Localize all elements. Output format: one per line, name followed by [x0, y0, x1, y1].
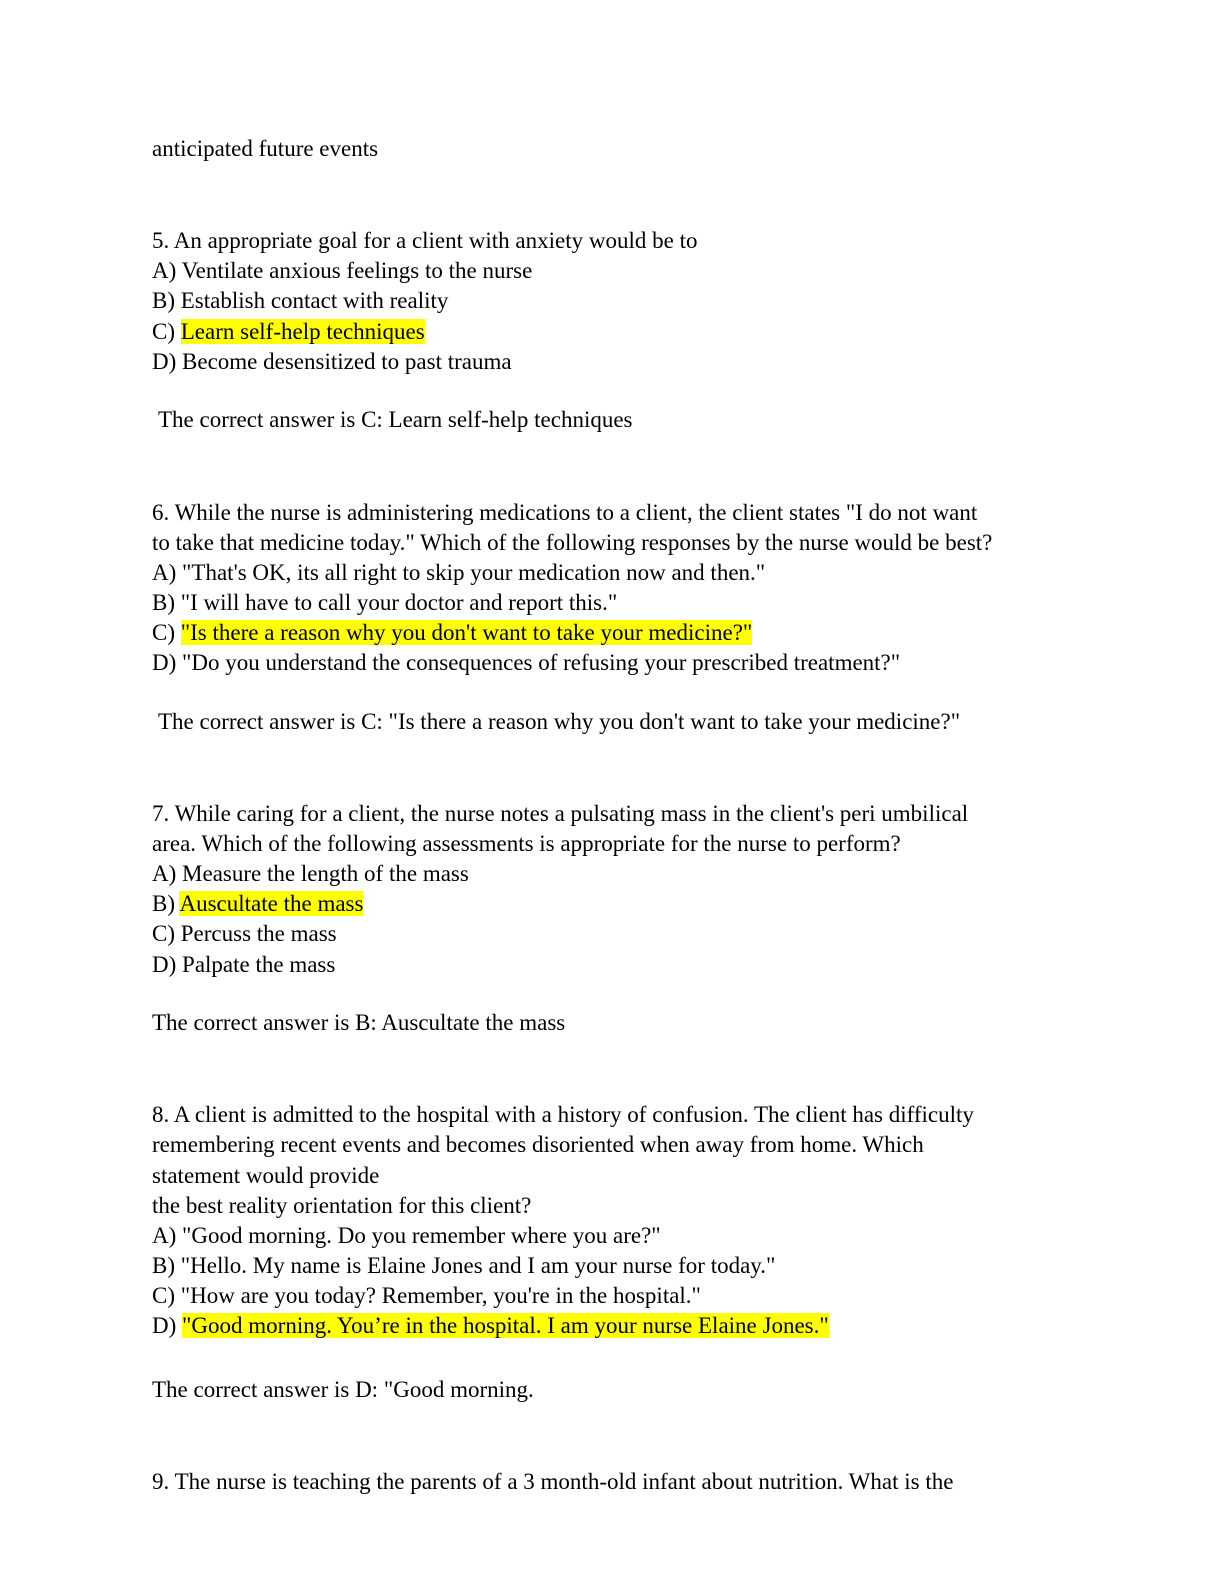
q5-option-a-text: Ventilate anxious feelings to the nurse — [181, 258, 533, 283]
q8-question-line-4: the best reality orientation for this client? — [152, 1193, 532, 1218]
q7-option-c-text: Percuss the mass — [180, 921, 337, 946]
q9-question-line-1: 9. The nurse is teaching the parents of a 3 month-old infant about nutrition. What is the — [152, 1469, 954, 1494]
q7-option-a-letter: A) — [152, 861, 177, 886]
q6-option-a-letter: A) — [152, 560, 177, 585]
q6-question-line-1: 6. While the nurse is administering medications to a client, the client states "I do not want — [152, 500, 978, 525]
q6-option-d — [152, 648, 900, 678]
q8-option-b — [152, 1251, 775, 1281]
q7-option-b — [152, 889, 363, 919]
q6-option-d-text: "Do you understand the consequences of refusing your prescribed treatment?" — [182, 650, 901, 675]
q5-option-b — [152, 286, 448, 316]
q5-option-a — [152, 256, 532, 286]
q8-option-c — [152, 1281, 701, 1311]
q8-question-line-1: 8. A client is admitted to the hospital with a history of confusion. The client has difficulty — [152, 1102, 974, 1127]
q6-option-c-highlighted-text: "Is there a reason why you don't want to take your medicine?" — [180, 620, 753, 645]
q6-option-b-letter: B) — [152, 590, 175, 615]
q8-option-b-letter: B) — [152, 1253, 175, 1278]
q7-option-a-text: Measure the length of the mass — [182, 861, 469, 886]
q8-option-d-letter: D) — [152, 1313, 177, 1338]
q8-correct-answer: The correct answer is D: "Good morning. — [152, 1377, 534, 1402]
q6-option-b — [152, 588, 617, 618]
q5-option-b-text: Establish contact with reality — [180, 288, 449, 313]
q8-option-d-highlighted-text: "Good morning. You’re in the hospital. I am your nurse Elaine Jones." — [182, 1313, 829, 1338]
q7-option-b-highlighted-text: Auscultate the mass — [179, 891, 364, 916]
q8-option-a — [152, 1221, 661, 1251]
q5-option-d-text: Become desensitized to past trauma — [182, 349, 512, 374]
q5-correct-answer: The correct answer is C: Learn self-help techniques — [158, 407, 633, 432]
q5-option-d-letter: D) — [152, 349, 177, 374]
q8-option-c-text: "How are you today? Remember, you're in the hospital." — [180, 1283, 701, 1308]
q8-question-line-3: statement would provide — [152, 1163, 380, 1188]
q7-option-c — [152, 919, 337, 949]
q8-option-a-letter: A) — [152, 1223, 177, 1248]
q6-option-a — [152, 558, 765, 588]
q7-option-b-letter: B) — [152, 891, 175, 916]
q7-option-d — [152, 950, 335, 980]
q7-correct-answer: The correct answer is B: Auscultate the mass — [152, 1010, 566, 1035]
q6-option-b-text: "I will have to call your doctor and report this." — [180, 590, 618, 615]
q5-option-b-letter: B) — [152, 288, 175, 313]
q6-question-line-2: to take that medicine today." Which of the following responses by the nurse would be best? — [152, 530, 993, 555]
q5-option-a-letter: A) — [152, 258, 177, 283]
q6-option-c-letter: C) — [152, 620, 175, 645]
intro-text: anticipated future events — [152, 136, 379, 161]
q5-option-c — [152, 317, 425, 347]
q5-question: 5. An appropriate goal for a client with anxiety would be to — [152, 228, 698, 253]
q7-option-a — [152, 859, 469, 889]
q5-option-d — [152, 347, 512, 377]
q6-option-c — [152, 618, 752, 648]
q6-option-a-text: "That's OK, its all right to skip your medication now and then." — [182, 560, 766, 585]
q6-option-d-letter: D) — [152, 650, 177, 675]
q7-question-line-1: 7. While caring for a client, the nurse notes a pulsating mass in the client's peri umbilical — [152, 801, 969, 826]
q5-option-c-highlighted-text: Learn self-help techniques — [180, 319, 425, 344]
q7-option-c-letter: C) — [152, 921, 175, 946]
q8-option-a-text: "Good morning. Do you remember where you are?" — [182, 1223, 661, 1248]
q7-option-d-letter: D) — [152, 952, 177, 977]
q8-option-c-letter: C) — [152, 1283, 175, 1308]
q8-option-d — [152, 1311, 829, 1341]
q6-correct-answer: The correct answer is C: "Is there a reason why you don't want to take your medicine?" — [158, 709, 961, 734]
q8-option-b-text: "Hello. My name is Elaine Jones and I am your nurse for today." — [180, 1253, 776, 1278]
q7-option-d-text: Palpate the mass — [182, 952, 336, 977]
q7-question-line-2: area. Which of the following assessments is appropriate for the nurse to perform? — [152, 831, 901, 856]
q5-option-c-letter: C) — [152, 319, 175, 344]
q8-question-line-2: remembering recent events and becomes disoriented when away from home. Which — [152, 1132, 924, 1157]
